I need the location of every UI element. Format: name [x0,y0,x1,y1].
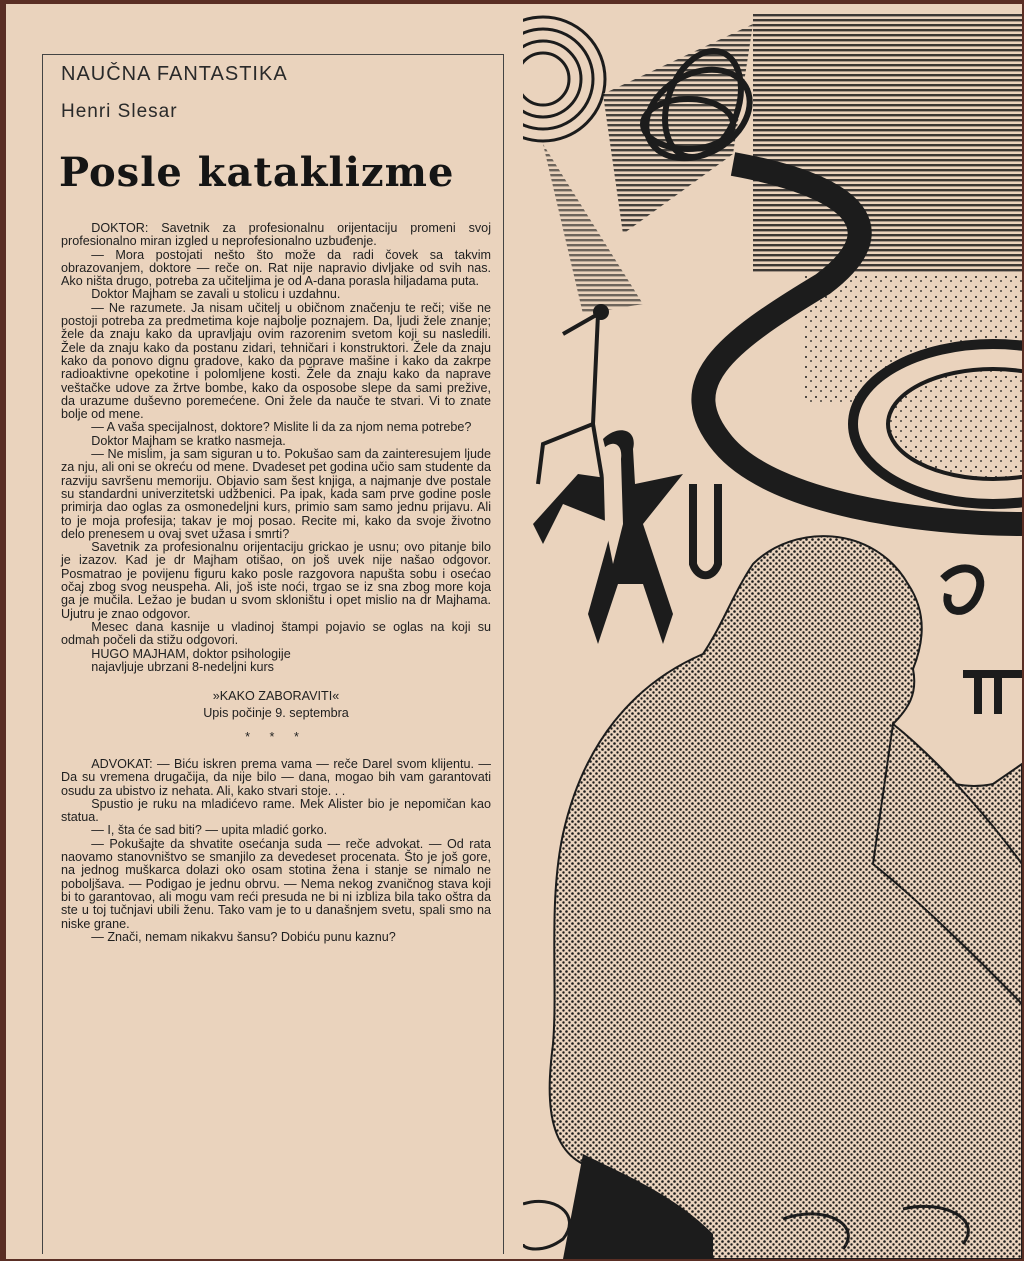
human-petroglyph [533,430,718,644]
ad-line: najavljuje ubrzani 8-nedeljni kurs [91,659,274,674]
ad-title: »KAKO ZABORAVITI« [212,689,340,704]
paragraph: — A vaša specijalnost, doktore? Mislite li da za njom nema potrebe? [91,420,472,435]
paragraph: DOKTOR: Savetnik za profesionalnu orijentaciju promeni svoj profesionalno miran izgled u neprofesionalno uzbuđenje. [61,221,491,249]
paragraph: ADVOKAT: — Biću iskren prema vama — reče Darel svom klijentu. — Da su vremena drugačija, da nije bilo — dana, mogao bih vam garantovati osudu za ubistvo iz nehata. Ali, kako stvari stoje. . . [61,756,491,798]
article-column [42,54,504,1254]
paragraph: Savetnik za profesionalnu orijentaciju grickao je usnu; ovo pitanje bilo je izazov. Kad je dr Majham otišao, on još uvek nije našao odgovor. Posmatrao je povijenu figuru kako posle razgovora napušta sobu i osećao očaj zbog svog neuspeha. Ali, još iste noći, trgao se iz sna zbog more koja ga je mučila. Ležao je budan u svom skloništu i opet mislio na dr Majhama. Ujutru je znao odgovor. [61,540,491,621]
hatched-sky [753,14,1022,274]
magazine-page [6,4,1022,1259]
paragraph: — Mora postojati nešto što može da radi čovek sa takvim obrazovanjem, doktore — reče on. Rat nije napravio divljake od svih nas. Ako ništa drugo, potreba za učiteljima je od A-dana porasla hiljadama puta. [61,247,491,289]
paragraph: Doktor Majham se zavali u stolicu i uzdahnu. [91,287,341,302]
giraffe-petroglyph [538,306,607,484]
section-separator: * * * [245,729,307,744]
paragraph: Doktor Majham se kratko nasmeja. [91,433,286,448]
right-petroglyphs [943,568,1022,714]
crouching-figure [550,536,1022,1259]
paragraph: Mesec dana kasnije u vladinoj štampi pojavio se oglas na koji su odmah počeli da stižu odgovori. [61,619,491,648]
section-label: NAUČNA FANTASTIKA [61,63,288,85]
paragraph: — Pokušajte da shvatite osećanja suda — reče advokat. — Od rata naovamo stanovništvo se smanjilo za devedeset procenata. Što je još gore, na jednog muškarca dolazi oko osam stotina žena i stanje se nimalo ne poboljšava. — Podigao je jednu obrvu. — Nema nekog zvaničnog stava koji bi to garantovao, ali mogu vam reći presuda ne bi ni izbliza bila tako oštra da ste u toj tučnjavi ubili ženu. Tako vam je to u današnjem svetu, spali smo na niske grane. [61,836,491,931]
article-title: Posle kataklizme [59,149,455,196]
paragraph: — Znači, nemam nikakvu šansu? Dobiću punu kaznu? [91,929,396,944]
paragraph: Spustio je ruku na mladićevo rame. Mek Alister bio je nepomičan kao statua. [61,796,491,825]
paragraph: — I, šta će sad biti? — upita mladić gorko. [91,823,328,838]
paragraph: — Ne razumete. Ja nisam učitelj u običnom značenju te reči; više ne postoji potreba za predmetima koje najbolje poznajem. Da, ljudi žele znanje; žele da znaju kako da upravljaju ovim razorenim svetom koji su nasledili. Žele da znaju kako da postanu zidari, tehničari i konstruktori. Žele da znaju kako da ponovo dignu gradove, kako da poprave mašine i kako da zakrpe radioaktivne opekotine i polomljene kosti. Žele da znaju kako da naprave veštačke udove za žrtve bombe, kako da osposobe slepe da sami preživе, da urazume duševno poremećene. Oni žele da nauče te stvari. Vi to znate bolje od mene. [61,300,491,422]
illustration [523,4,1022,1259]
ad-line: HUGO MAJHAM, doktor psihologije [91,646,291,661]
paragraph: — Ne mislim, ja sam siguran u to. Pokušao sam da zainteresujem ljude za nju, ali oni se okreću od mene. Dvadeset pet godina učio sam studente da razviju savršenu memoriju. Objavio sam šest knjiga, a najmanje dve postale su standardni univerzitetski udžbenici. Pa ipak, kada sam prve godine posle primirja dao oglas za osmonedeljni kurs, primio sam samo jednu prijavu. Ali to je moja profesija; takav je moj posao. Recite mi, kako da svoje životno delo prenesem u ovaj svet užasa i smrti? [61,447,491,541]
article-body [61,222,491,944]
ad-date: Upis počinje 9. septembra [203,706,349,721]
sunburst-graphic [523,17,753,314]
author-name: Henri Slesar [61,101,178,122]
